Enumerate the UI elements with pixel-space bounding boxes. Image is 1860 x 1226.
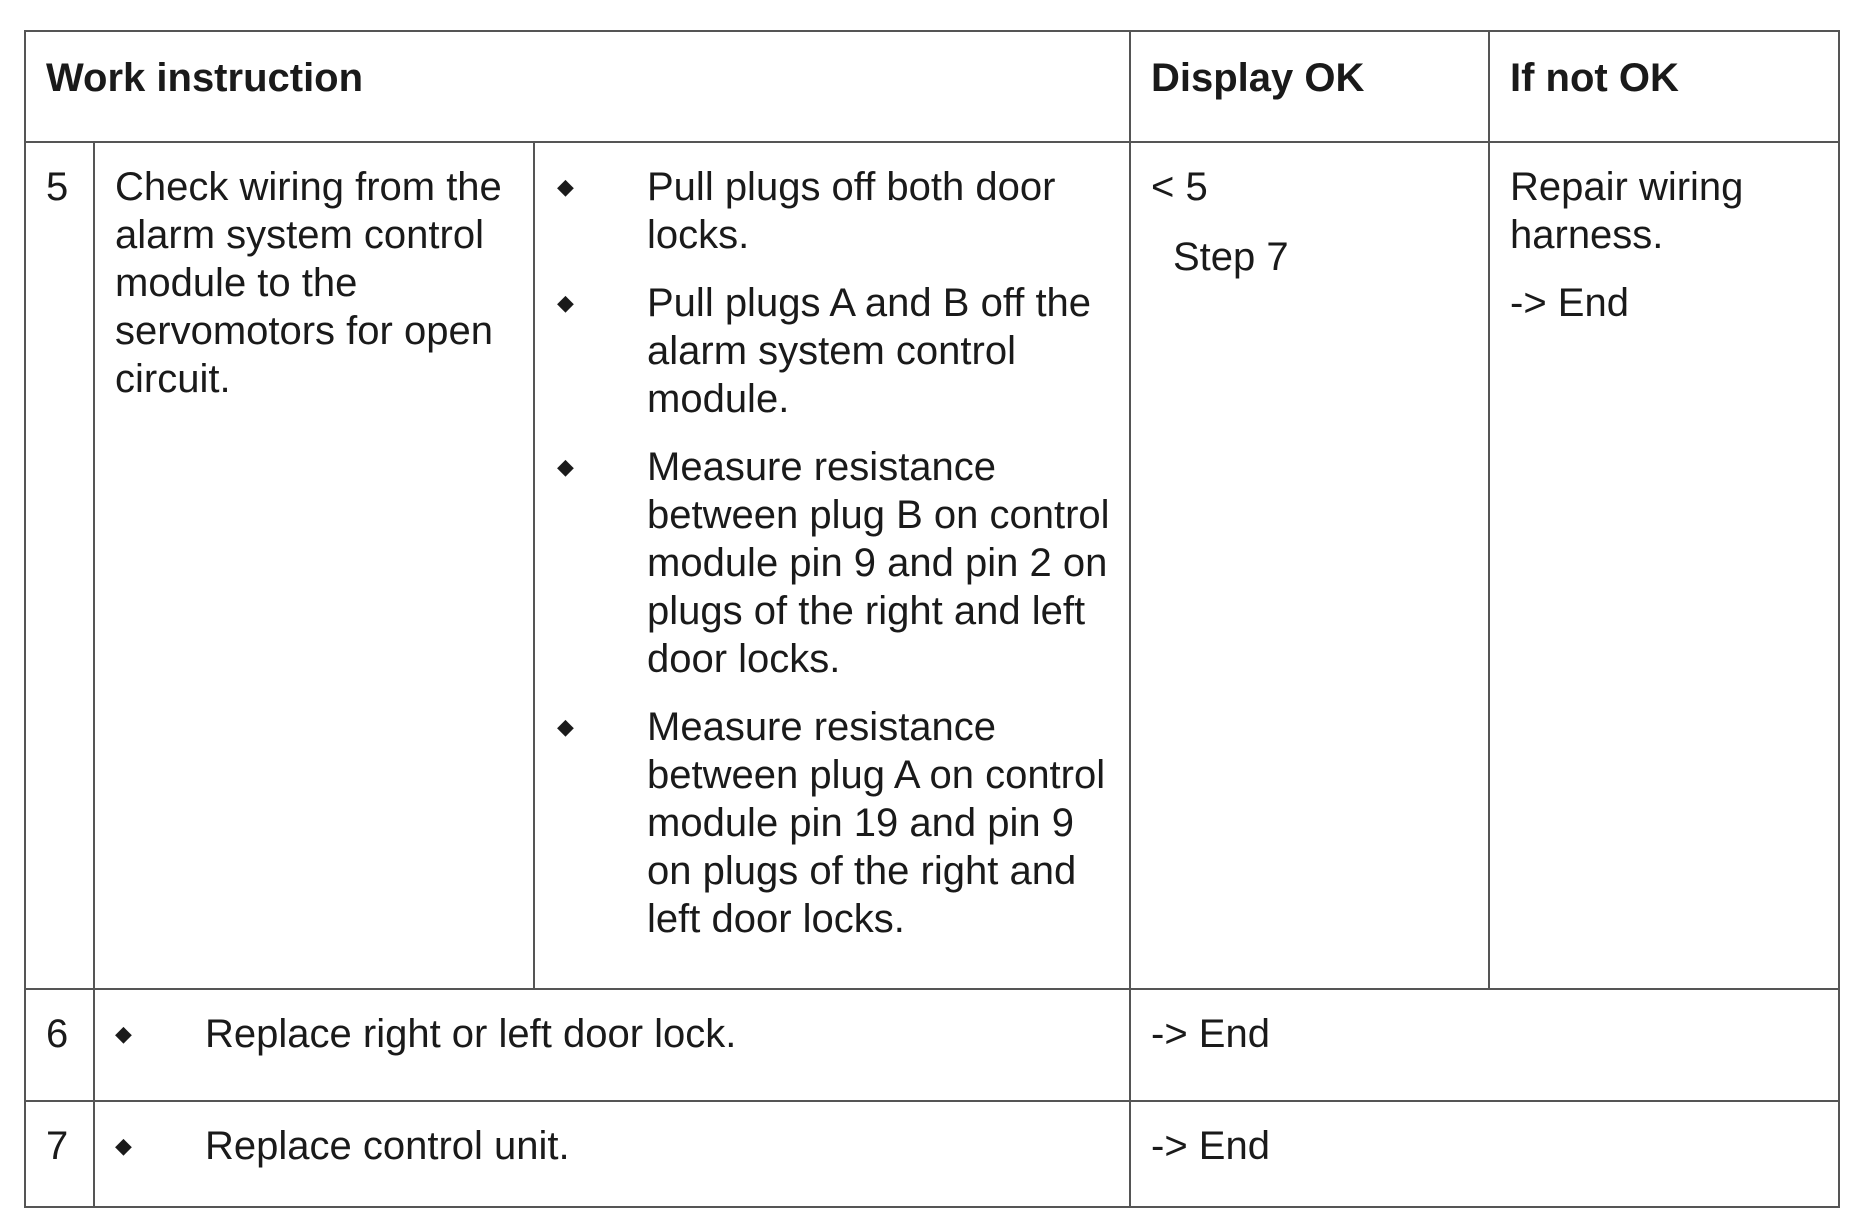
diamond-bullet-icon: ◆ — [557, 174, 574, 199]
display-ok-value: < 5 — [1151, 165, 1208, 209]
work-instruction-table — [24, 30, 1840, 1208]
step-bullet-list — [94, 1101, 1130, 1207]
diamond-bullet-icon: ◆ — [115, 1021, 132, 1046]
if-not-ok-action: Repair wiring harness. — [1510, 165, 1744, 257]
display-ok-cell — [1130, 989, 1839, 1101]
table-row-step-6 — [25, 989, 1839, 1101]
step-number: 7 — [25, 1101, 94, 1207]
step-bullet-list — [534, 142, 1130, 989]
display-ok-value: -> End — [1151, 1124, 1270, 1168]
list-item — [557, 703, 1119, 943]
step-description: Check wiring from the alarm system control module to the servomotors for open circuit. — [94, 142, 534, 989]
list-item — [115, 1010, 1129, 1058]
step-number: 6 — [25, 989, 94, 1101]
if-not-ok-cell — [1489, 142, 1839, 989]
diamond-bullet-icon: ◆ — [557, 714, 574, 739]
bullet-text: Measure resistance between plug A on control module pin 19 and pin 9 on plugs of the right and left door locks. — [647, 705, 1106, 941]
diamond-bullet-icon: ◆ — [557, 454, 574, 479]
display-ok-cell — [1130, 1101, 1839, 1207]
bullet-text: Replace right or left door lock. — [205, 1012, 737, 1056]
list-item — [557, 163, 1119, 259]
if-not-ok-next-step: -> End — [1510, 281, 1629, 325]
bullet-text: Replace control unit. — [205, 1124, 570, 1168]
header-row — [25, 31, 1839, 142]
step-bullet-list — [94, 989, 1130, 1101]
display-ok-value: -> End — [1151, 1012, 1270, 1056]
list-item — [557, 279, 1119, 423]
display-ok-next-step: Step 7 — [1173, 235, 1289, 279]
bullet-text: Pull plugs off both door locks. — [647, 165, 1056, 257]
table-row-step-5 — [25, 142, 1839, 989]
bullet-text: Measure resistance between plug B on control module pin 9 and pin 2 on plugs of the right and left door locks. — [647, 445, 1110, 681]
diamond-bullet-icon: ◆ — [557, 290, 574, 315]
list-item — [557, 443, 1119, 683]
display-ok-cell — [1130, 142, 1489, 989]
header-if-not-ok: If not OK — [1489, 31, 1839, 142]
step-number: 5 — [25, 142, 94, 989]
table-row-step-7 — [25, 1101, 1839, 1207]
bullet-text: Pull plugs A and B off the alarm system control module. — [647, 281, 1092, 421]
header-display-ok: Display OK — [1130, 31, 1489, 142]
diamond-bullet-icon: ◆ — [115, 1133, 132, 1158]
list-item — [115, 1122, 1129, 1170]
header-work-instruction: Work instruction — [25, 31, 1130, 142]
